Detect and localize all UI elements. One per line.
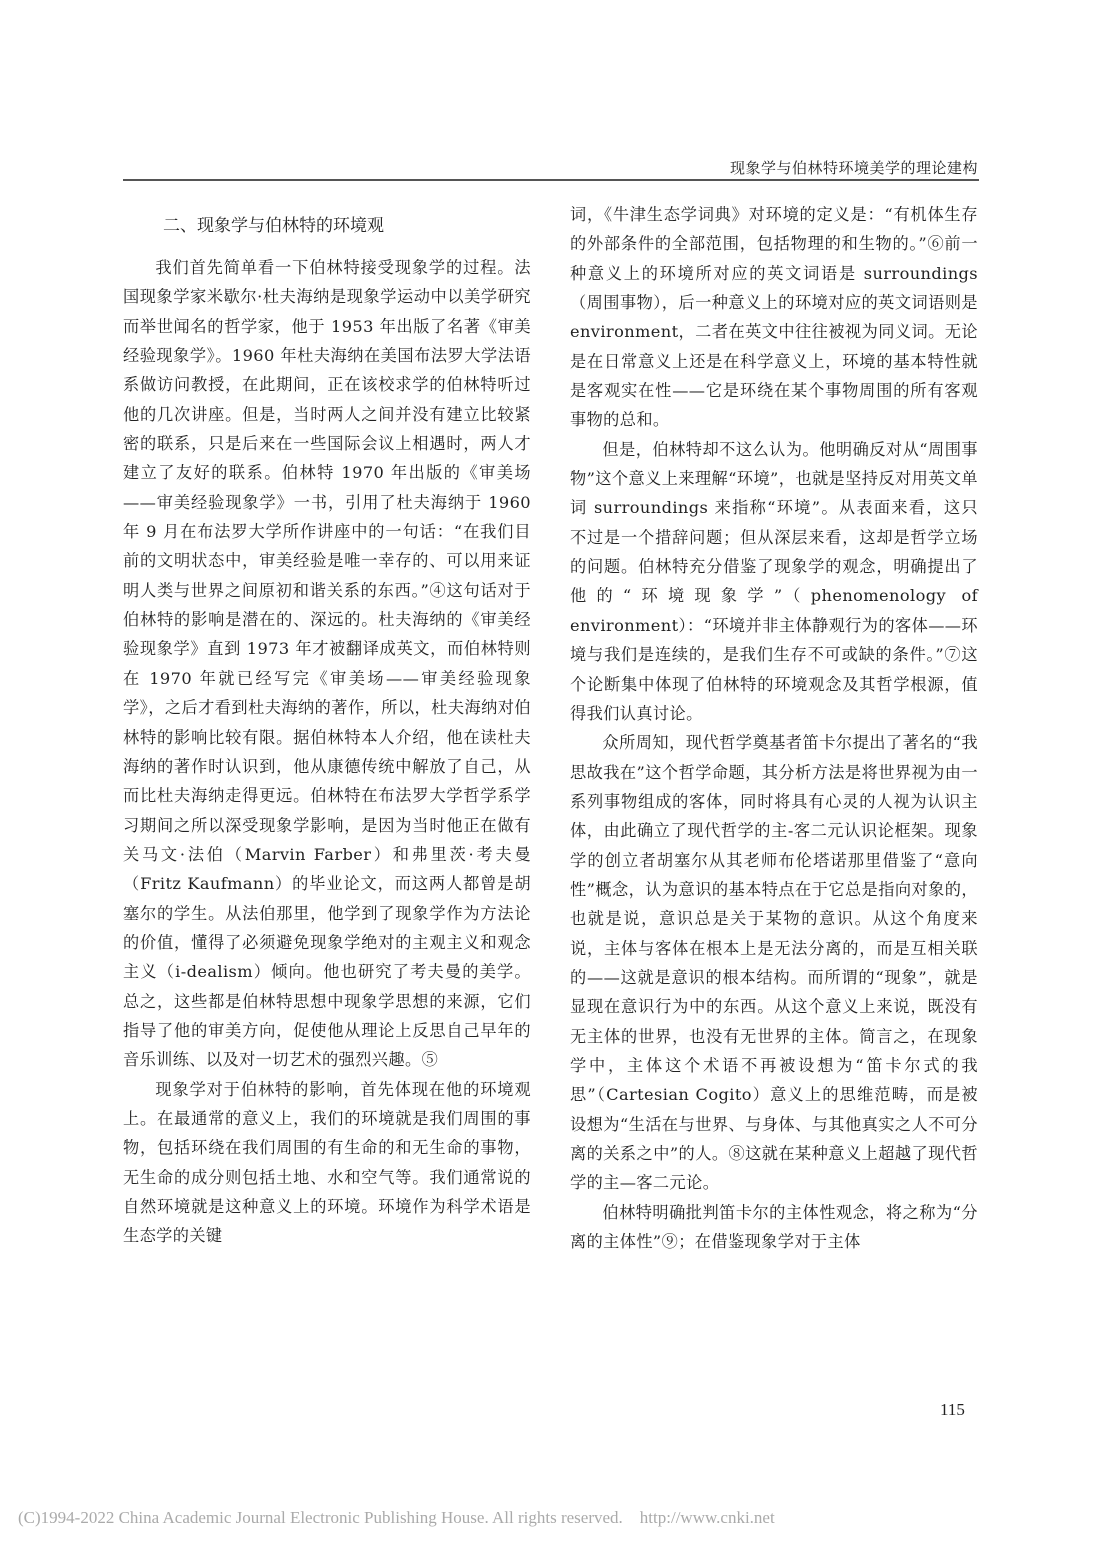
left-column (123, 212, 531, 1251)
paragraph-continued: 词，《牛津生态学词典》对环境的定义是：“有机体生存的外部条件的全部范围，包括物理的和生物的。”⑥前一种意义上的环境所对应的英文词语是 surroundings（周围事物），后一种意义上的环境对应的英文词语则是 environment，二者在英文中往往被视为同义词。无论是在日常意义上还是在科学意义上，环境的基本特性就是客观实在性——它是环绕在某个事物周围的所有客观事物的总和。 (570, 205, 978, 430)
page-number: 115 (940, 1400, 965, 1419)
paragraph: 伯林特明确批判笛卡尔的主体性观念，将之称为“分离的主体性”⑨；在借鉴现象学对于主体 (570, 1202, 978, 1252)
section-heading: 二、现象学与伯林特的环境观 (163, 216, 384, 236)
paragraph: 众所周知，现代哲学奠基者笛卡尔提出了著名的“我思故我在”这个哲学命题，其分析方法是将世界视为由一系列事物组成的客体，同时将具有心灵的人视为认识主体，由此确立了现代哲学的主-客二元认识论框架。现象学的创立者胡塞尔从其老师布伦塔诺那里借鉴了“意向性”概念，认为意识的基本特点在于它总是指向对象的，也就是说，意识总是关于某物的意识。从这个角度来说，主体与客体在根本上是无法分离的，而是互相关联的——这就是意识的根本结构。而所谓的“现象”，就是显现在意识行为中的东西。从这个意义上来说，既没有无主体的世界，也没有无世界的主体。简言之，在现象学中，主体这个术语不再被设想为“笛卡尔式的我思”（Cartesian Cogito）意义上的思维范畴，而是被设想为“生活在与世界、与身体、与其他真实之人不可分离的关系之中”的人。⑧这就在某种意义上超越了现代哲学的主—客二元论。 (570, 733, 978, 1193)
paragraph: 但是，伯林特却不这么认为。他明确反对从“周围事物”这个意义上来理解“环境”，也就是坚持反对用英文单词 surroundings 来指称“环境”。从表面来看，这只不过是一个措辞问题；但从深层来看，这却是哲学立场的问题。伯林特充分借鉴了现象学的观念，明确提出了他的“环境现象学”（phenomenology of environment）：“环境并非主体静观行为的客体——环境与我们是连续的，是我们生存不可或缺的条件。”⑦这个论断集中体现了伯林特的环境观念及其哲学根源，值得我们认真讨论。 (570, 439, 978, 723)
header-rule (123, 179, 979, 181)
paragraph: 现象学对于伯林特的影响，首先体现在他的环境观上。在最通常的意义上，我们的环境就是我们周围的事物，包括环绕在我们周围的有生命的和无生命的事物，无生命的成分则包括土地、水和空气等。我们通常说的自然环境就是这种意义上的环境。环境作为科学术语是生态学的关键 (123, 1079, 531, 1246)
paragraph: 我们首先简单看一下伯林特接受现象学的过程。法国现象学家米歇尔·杜夫海纳是现象学运动中以美学研究而举世闻名的哲学家，他于 1953 年出版了名著《审美经验现象学》。1960 年杜夫海纳在美国布法罗大学法语系做访问教授，在此期间，正在该校求学的伯林特听过他的几次讲座。但是，当时两人之间并没有建立比较紧密的联系，只是后来在一些国际会议上相遇时，两人才建立了友好的联系。伯林特 1970 年出版的《审美场——审美经验现象学》一书，引用了杜夫海纳于 1960 年 9 月在布法罗大学所作讲座中的一句话：“在我们目前的文明状态中，审美经验是唯一幸存的、可以用来证明人类与世界之间原初和谐关系的东西。”④这句话对于伯林特的影响是潜在的、深远的。杜夫海纳的《审美经验现象学》直到 1973 年才被翻译成英文，而伯林特则在 1970 年就已经写完《审美场——审美经验现象学》，之后才看到杜夫海纳的著作，所以，杜夫海纳对伯林特的影响比较有限。据伯林特本人介绍，他在读杜夫海纳的著作时认识到，他从康德传统中解放了自己，从而比杜夫海纳走得更远。伯林特在布法罗大学哲学系学习期间之所以深受现象学影响，是因为当时他正在做有关马文·法伯（Marvin Farber）和弗里茨·考夫曼（Fritz Kaufmann）的毕业论文，而这两人都曾是胡塞尔的学生。从法伯那里，他学到了现象学作为方法论的价值，懂得了必须避免现象学绝对的主观主义和观念主义（i-dealism）倾向。他也研究了考夫曼的美学。总之，这些都是伯林特思想中现象学思想的来源，它们指导了他的审美方向，促使他从理论上反思自己早年的音乐训练、以及对一切艺术的强烈兴趣。⑤ (123, 258, 531, 1070)
right-column (570, 200, 978, 1256)
copyright-notice: (C)1994-2022 China Academic Journal Electronic Publishing House. All rights reserved. http://www.cnki.net (18, 1508, 775, 1527)
running-title: 现象学与伯林特环境美学的理论建构 (729, 159, 978, 177)
